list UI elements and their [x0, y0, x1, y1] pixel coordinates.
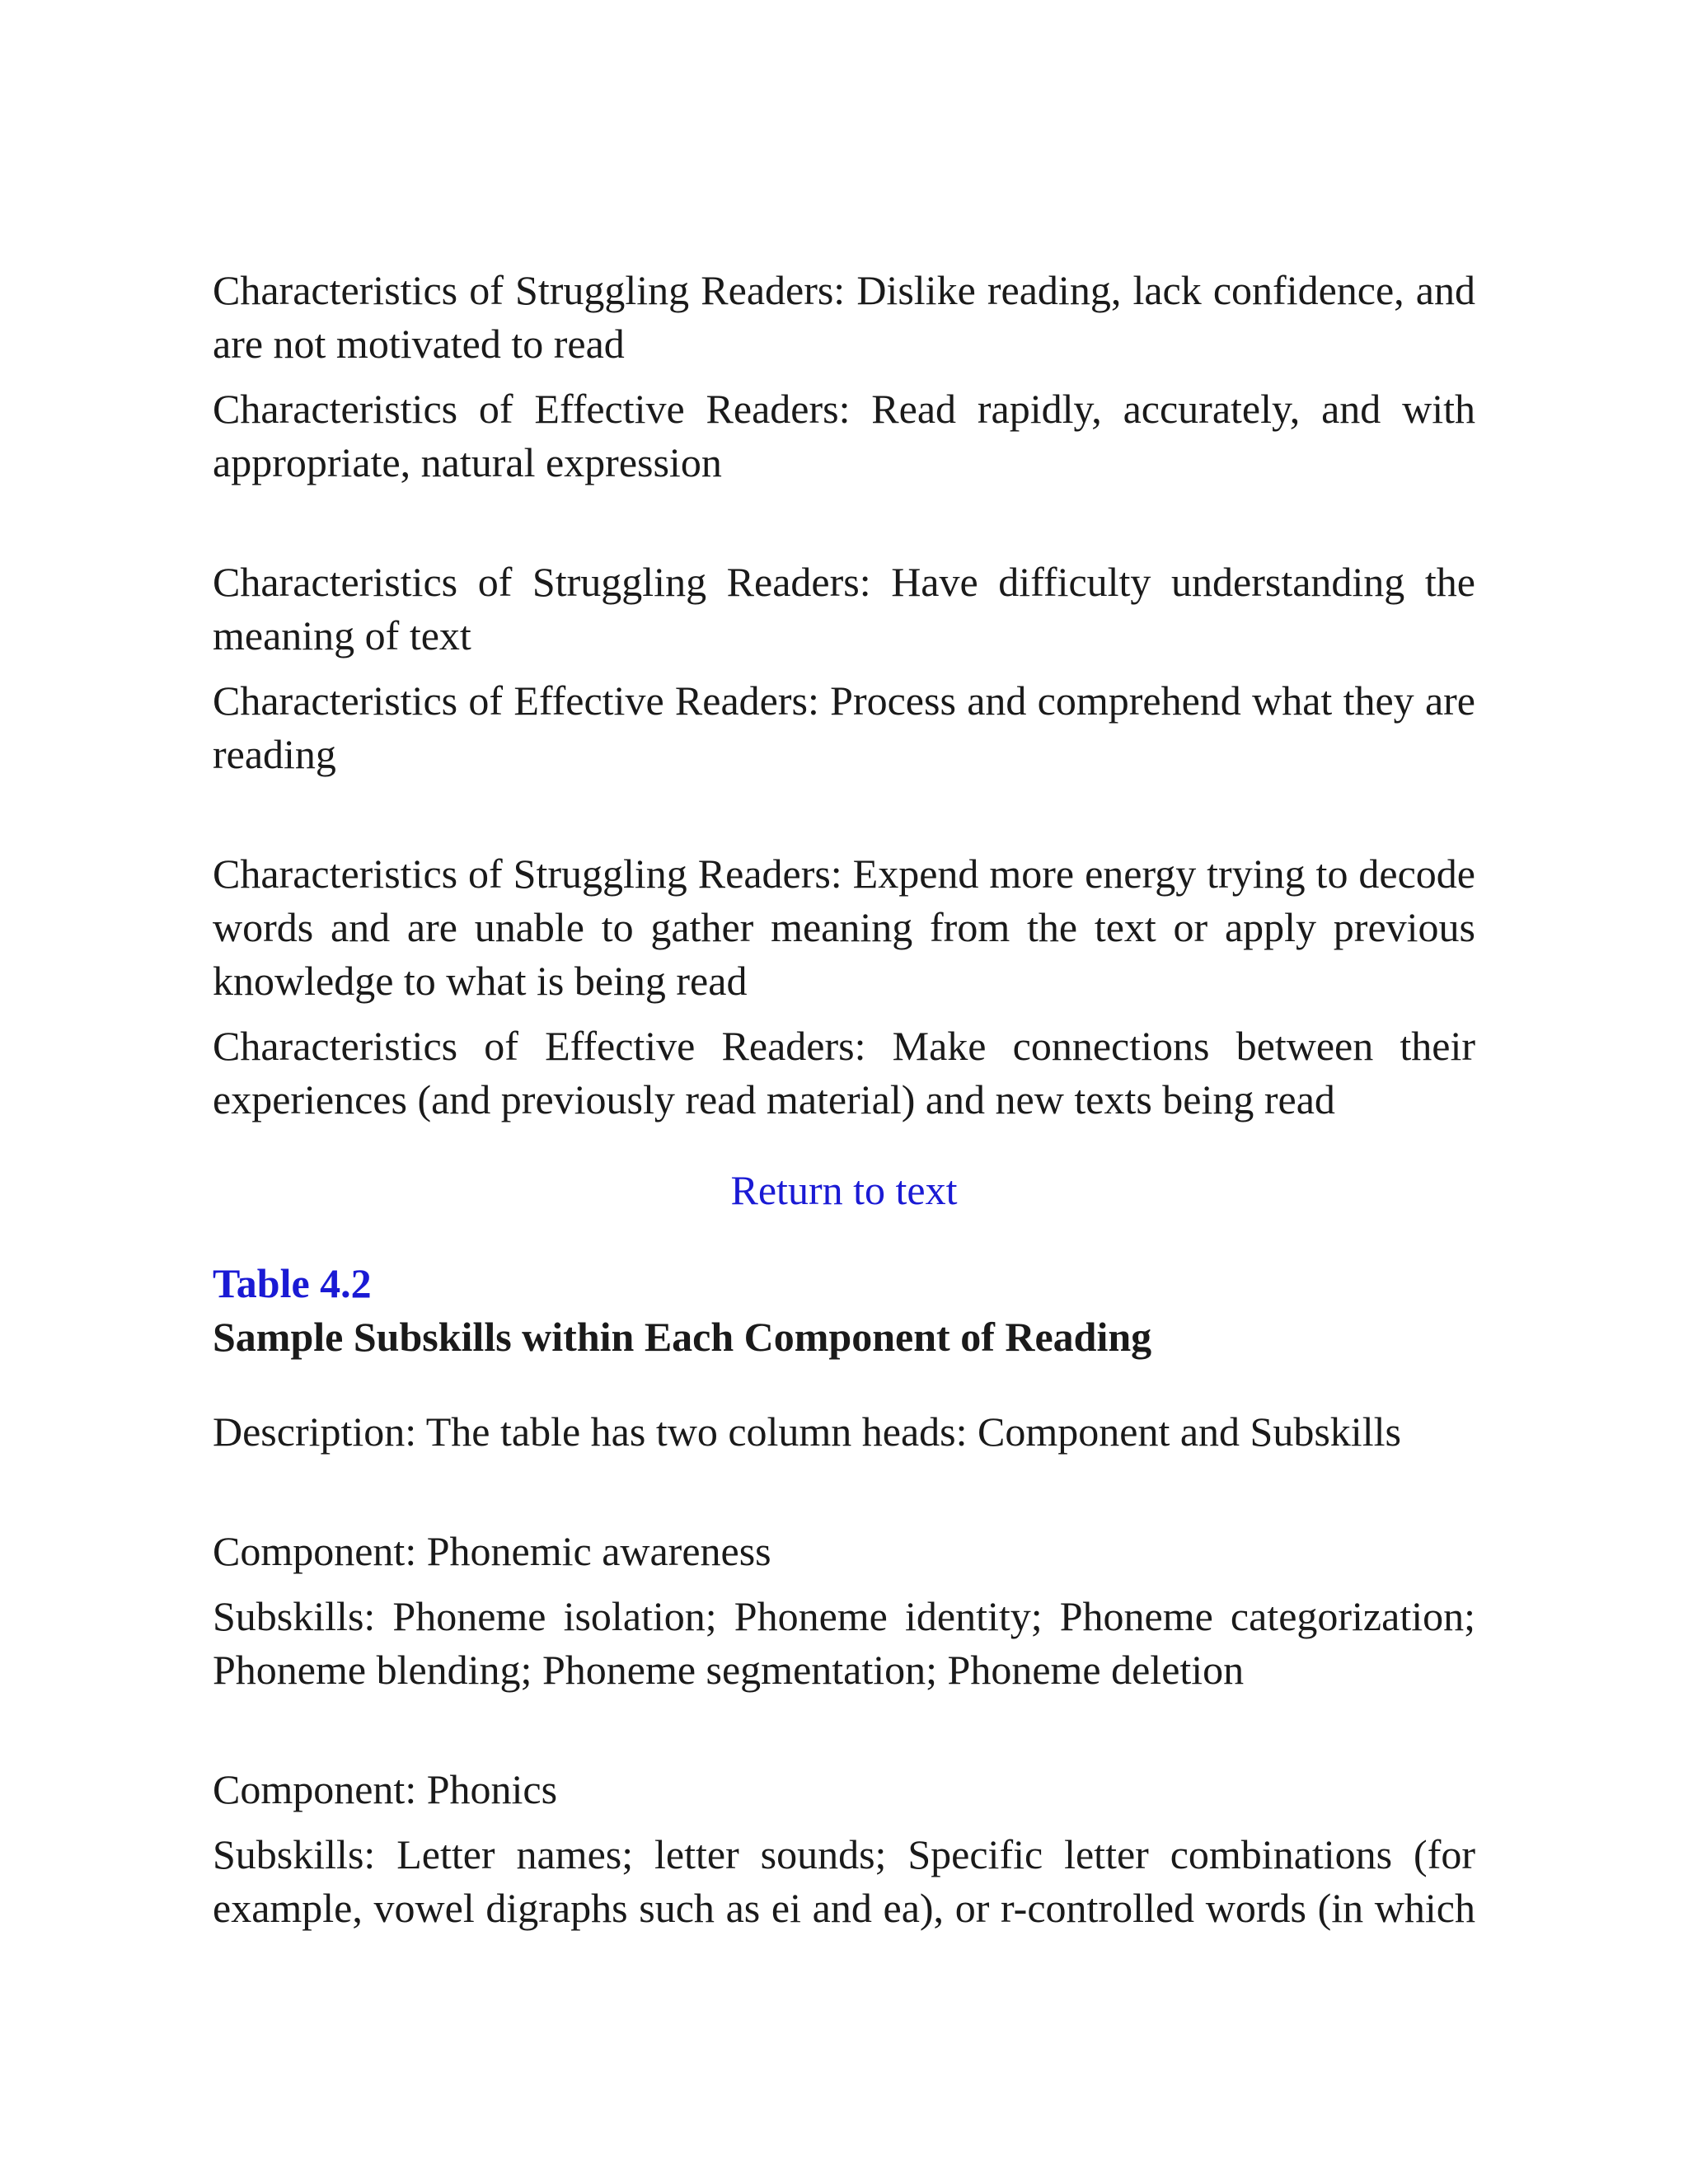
subskills-item-2: Subskills: Letter names; letter sounds; Specific letter combinations (for example, vowel digraphs such as ei and ea), or r-controlled words (in which	[213, 1831, 1475, 1931]
document-page	[213, 264, 1475, 1935]
table-description: Description: The table has two column heads: Component and Subskills	[213, 1408, 1401, 1455]
return-to-text-link[interactable]: Return to text	[730, 1167, 958, 1213]
component-item-1: Component: Phonemic awareness	[213, 1528, 771, 1574]
struggling-readers-item-2: Characteristics of Struggling Readers: Have difficulty understanding the meaning of text	[213, 559, 1475, 658]
table-title: Sample Subskills within Each Component of Reading	[213, 1314, 1152, 1360]
effective-readers-item-2: Characteristics of Effective Readers: Process and comprehend what they are reading	[213, 677, 1475, 777]
struggling-readers-item-3: Characteristics of Struggling Readers: Expend more energy trying to decode words and are unable to gather meaning from the text or apply previous knowledge to what is being read	[213, 851, 1475, 1004]
struggling-readers-item-1: Characteristics of Struggling Readers: Dislike reading, lack confidence, and are not motivated to read	[213, 267, 1475, 367]
subskills-item-1: Subskills: Phoneme isolation; Phoneme identity; Phoneme categorization; Phoneme blending; Phoneme segmentation; Phoneme deletion	[213, 1593, 1475, 1693]
component-item-2: Component: Phonics	[213, 1766, 558, 1812]
table-label: Table 4.2	[213, 1260, 372, 1306]
effective-readers-item-3: Characteristics of Effective Readers: Make connections between their experiences (and previously read material) and new texts being read	[213, 1023, 1475, 1122]
effective-readers-item-1: Characteristics of Effective Readers: Read rapidly, accurately, and with appropriate, natural expression	[213, 386, 1475, 485]
